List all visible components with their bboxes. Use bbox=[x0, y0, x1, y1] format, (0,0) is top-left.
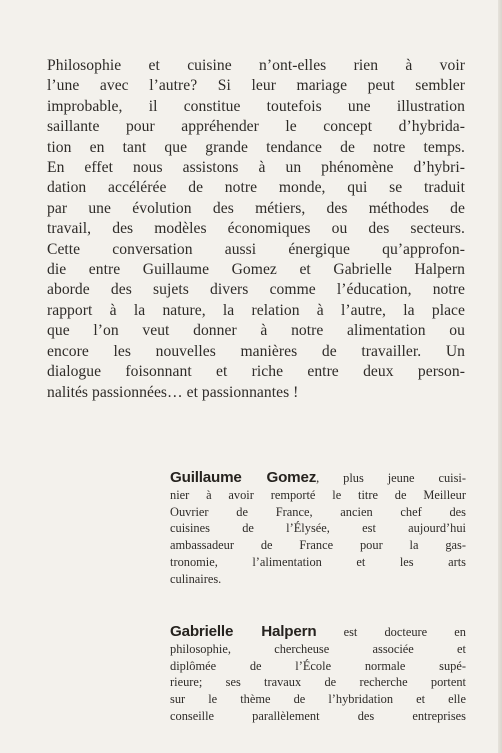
bio-line: diplômée de l’École normale supé- bbox=[170, 658, 466, 673]
intro-line: que l’on veut donner à notre alimentation ou bbox=[47, 322, 465, 340]
bio-line: ambassadeur de France pour la gas- bbox=[170, 538, 466, 553]
bio-line: sur le thème de l’hybridation et elle bbox=[170, 692, 466, 707]
bio-line: Ouvrier de France, ancien chef des bbox=[170, 504, 466, 519]
intro-line: aborde des sujets divers comme l’éducation, notre bbox=[47, 281, 465, 299]
bio-line: conseille parallèlement des entreprises bbox=[170, 708, 466, 723]
intro-line: dialogue foisonnant et riche entre deux person- bbox=[47, 363, 465, 381]
intro-paragraph bbox=[47, 56, 465, 403]
author-bio-gomez bbox=[170, 470, 466, 588]
intro-line: improbable, il constitue toutefois une illustration bbox=[47, 97, 465, 115]
intro-line: travail, des modèles économiques ou des secteurs. bbox=[47, 220, 465, 238]
bio-text: , plus jeune cuisi- bbox=[316, 471, 466, 485]
author-name: Gabrielle Halpern bbox=[170, 623, 317, 640]
bio-first-line bbox=[170, 470, 466, 487]
intro-line: saillante pour appréhender le concept d’hybrida- bbox=[47, 118, 465, 136]
bio-line: nier à avoir remporté le titre de Meilleur bbox=[170, 487, 466, 502]
bio-line: tronomie, l’alimentation et les arts bbox=[170, 554, 466, 569]
bio-line: culinaires. bbox=[170, 571, 222, 586]
intro-line: die entre Guillaume Gomez et Gabrielle Halpern bbox=[47, 261, 465, 279]
bio-text: est docteure en bbox=[316, 625, 466, 639]
intro-line: rapport à la nature, la relation à l’autre, la place bbox=[47, 301, 465, 319]
intro-line: Cette conversation aussi énergique qu’approfon- bbox=[47, 240, 465, 258]
bio-line: philosophie, chercheuse associée et bbox=[170, 641, 466, 656]
intro-line: Philosophie et cuisine n’ont-elles rien à voir bbox=[47, 57, 465, 74]
intro-line: dation accélérée de notre monde, qui se traduit bbox=[47, 179, 465, 197]
intro-line: En effet nous assistons à un phénomène d’hybri- bbox=[47, 159, 465, 177]
intro-line: encore les nouvelles manières de travailler. Un bbox=[47, 342, 465, 360]
bio-line: cuisines de l’Élysée, est aujourd’hui bbox=[170, 521, 466, 536]
bio-line: rieure; ses travaux de recherche portent bbox=[170, 675, 466, 690]
intro-line: par une évolution des métiers, des méthodes de bbox=[47, 199, 465, 217]
intro-line: nalités passionnées… et passionnantes ! bbox=[47, 383, 299, 401]
intro-line: tion en tant que grande tendance de notre temps. bbox=[47, 138, 465, 156]
author-name: Guillaume Gomez bbox=[170, 469, 317, 486]
bio-first-line bbox=[170, 624, 466, 641]
page-edge bbox=[498, 0, 502, 753]
author-bio-halpern bbox=[170, 624, 466, 725]
intro-line: l’une avec l’autre? Si leur mariage peut sembler bbox=[47, 77, 465, 95]
